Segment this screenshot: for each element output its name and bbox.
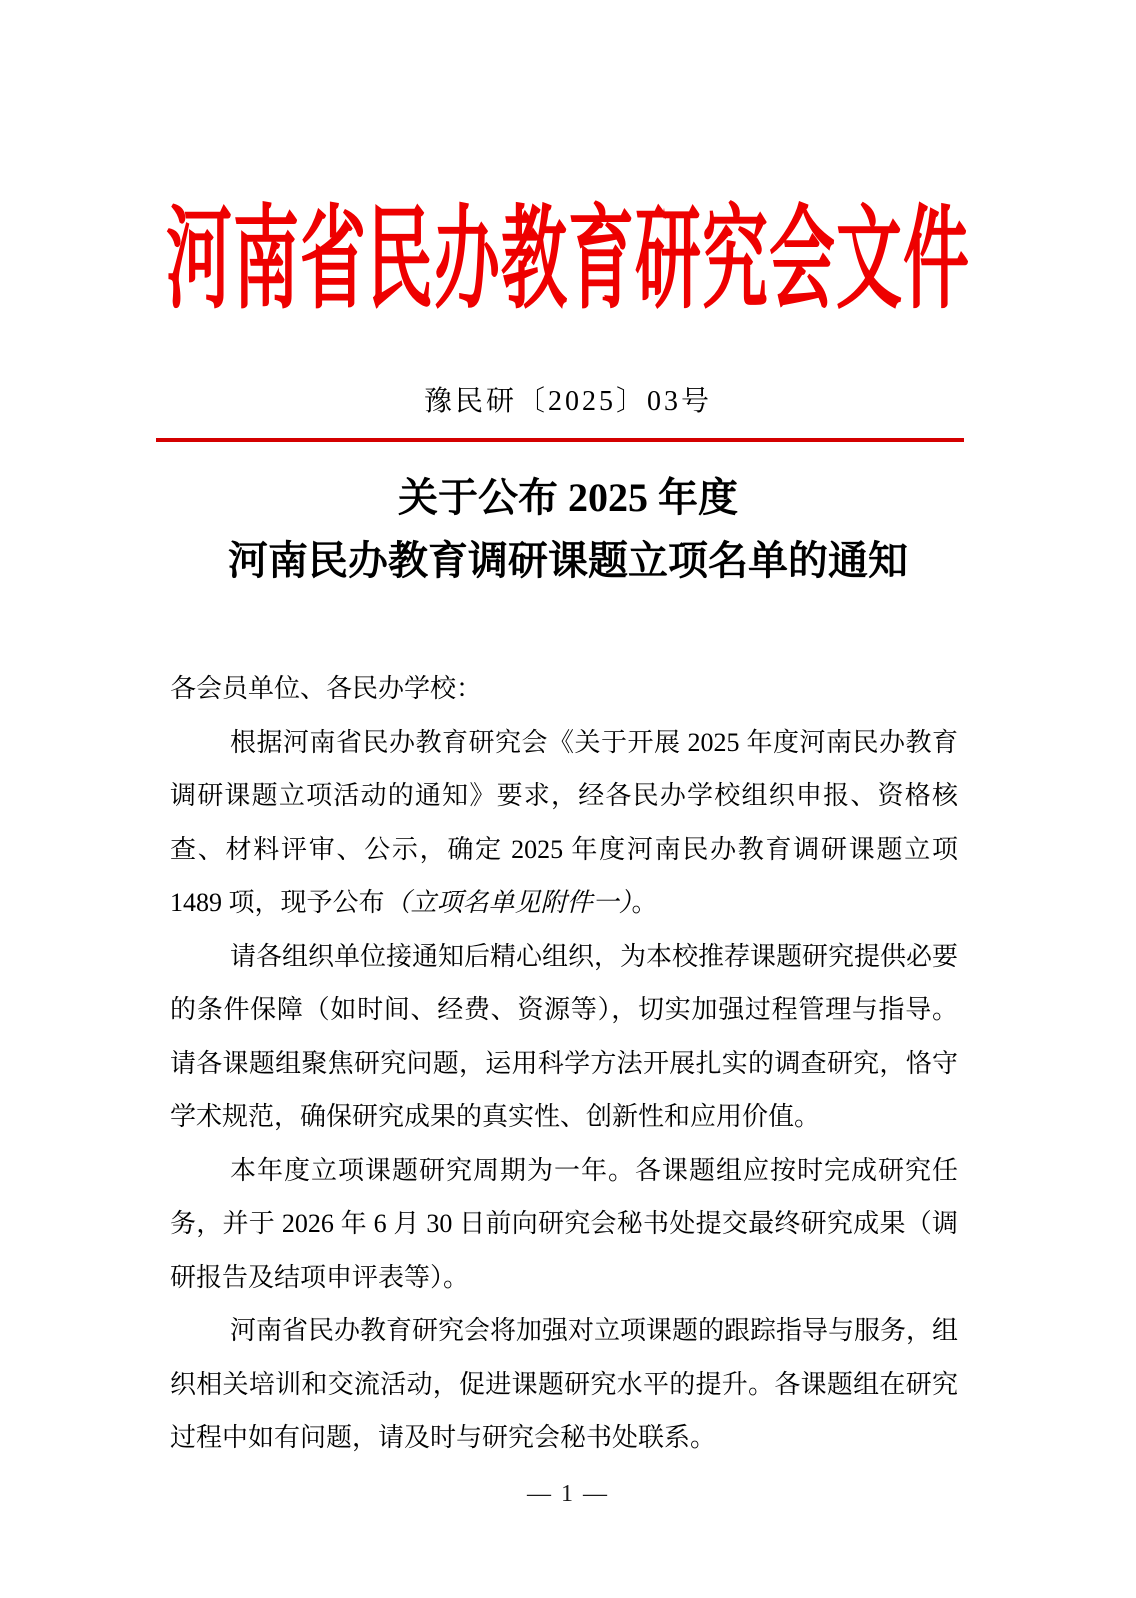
notice-title bbox=[0, 466, 1136, 592]
notice-title-line2: 河南民办教育调研课题立项名单的通知 bbox=[228, 538, 908, 583]
red-divider-rule bbox=[156, 438, 964, 442]
paragraph-3: 本年度立项课题研究周期为一年。各课题组应按时完成研究任务，并于 2026 年 6 月 30 日前向研究会秘书处提交最终研究成果（调研报告及结项申评表等）。 bbox=[170, 1155, 958, 1292]
doc-number: 豫民研〔2025〕03号 bbox=[423, 386, 712, 417]
salutation: 各会员单位、各民办学校： bbox=[170, 674, 483, 703]
notice-body bbox=[170, 662, 958, 1465]
paragraph-1-period: 。 bbox=[631, 888, 658, 917]
letterhead-title: 河南省民办教育研究会文件 bbox=[166, 199, 970, 324]
paragraph-2: 请各组织单位接通知后精心组织，为本校推荐课题研究提供必要的条件保障（如时间、经费、资源等），切实加强过程管理与指导。请各课题组聚焦研究问题，运用科学方法开展扎实的调查研究，恪守学术规范，确保研究成果的真实性、创新性和应用价值。 bbox=[170, 941, 959, 1131]
letterhead bbox=[0, 196, 1136, 328]
paragraph-1-annotation: （立项名单见附件一） bbox=[384, 888, 632, 917]
notice-title-line1: 关于公布 2025 年度 bbox=[398, 475, 738, 520]
page-number: — 1 — bbox=[527, 1481, 609, 1507]
paragraph-1 bbox=[170, 716, 958, 930]
paragraph-1-main: 根据河南省民办教育研究会《关于开展 2025 年度河南民办教育调研课题立项活动的通知》要求，经各民办学校组织申报、资格核查、材料评审、公示，确定 2025 年度河南民办教育调研课题立项 1489 项，现予公布 bbox=[170, 727, 958, 917]
paragraph-4: 河南省民办教育研究会将加强对立项课题的跟踪指导与服务，组织相关培训和交流活动，促进课题研究水平的提升。各课题组在研究过程中如有问题，请及时与研究会秘书处联系。 bbox=[170, 1316, 959, 1452]
